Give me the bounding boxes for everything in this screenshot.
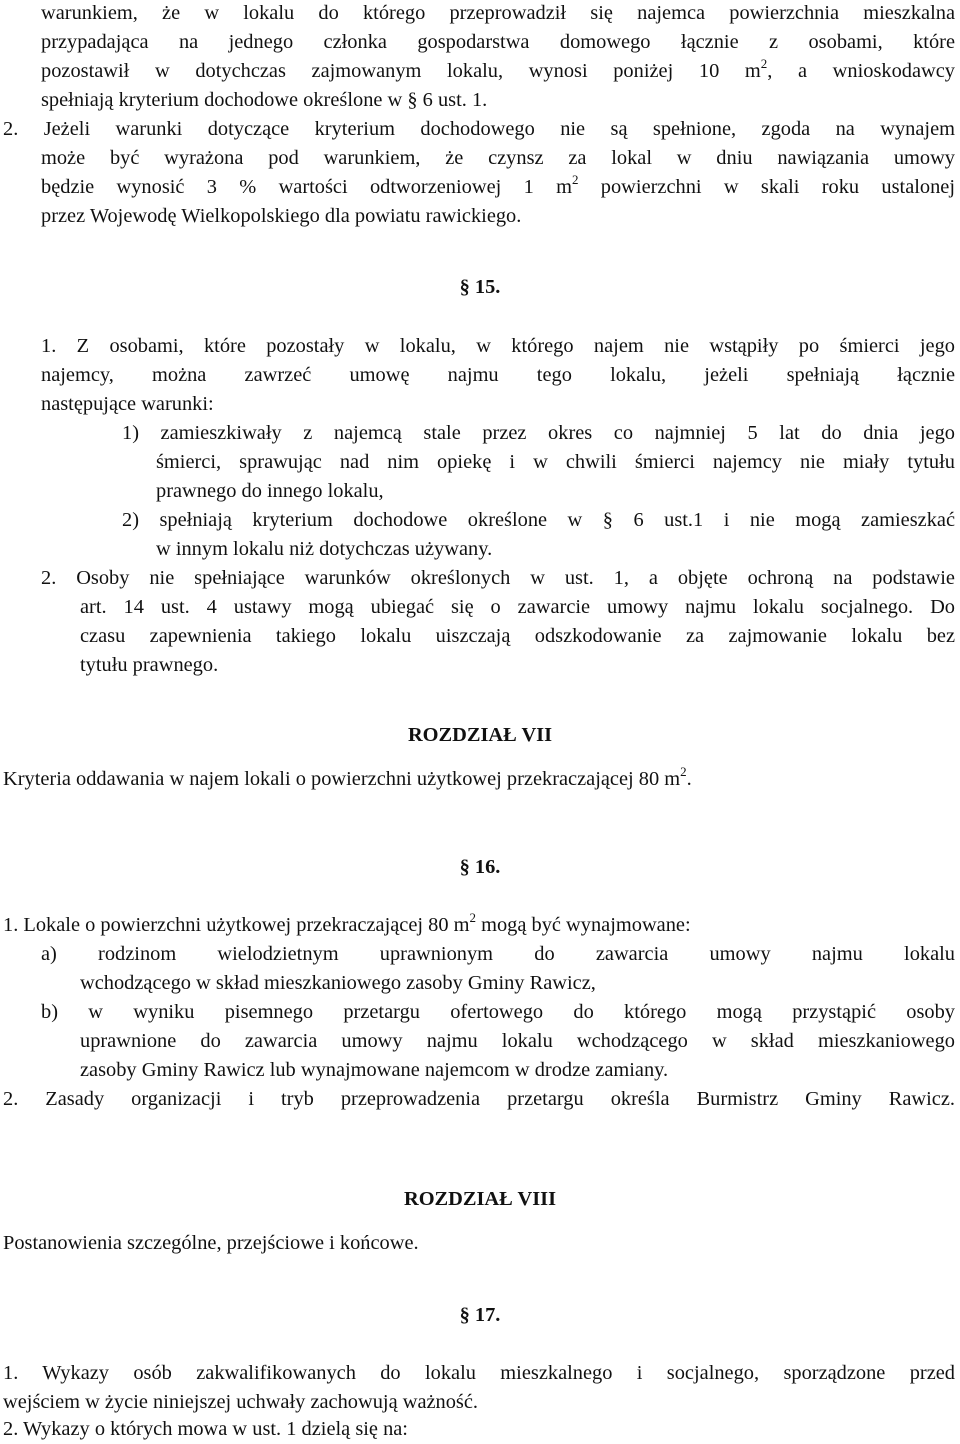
text-fragment: mogą być wynajmowane: (476, 914, 691, 936)
chapter-heading: ROZDZIAŁ VIII (403, 1188, 557, 1210)
text-line: tytułu prawnego. (80, 654, 219, 676)
text-line: wejściem w życie niniejszej uchwały zachowują ważność. (3, 1391, 479, 1413)
superscript: 2 (571, 172, 579, 187)
text-line: b) w wyniku pisemnego przetargu ofertowego do którego mogą przystąpić osoby (41, 1001, 955, 1023)
text-line: przypadająca na jednego członka gospodarstwa domowego łącznie z osobami, które (41, 31, 955, 53)
text-fragment: pozostawił w dotychczas zajmowanym lokalu, wynosi poniżej 10 m (41, 60, 761, 82)
text-fragment: . (686, 768, 692, 790)
text-line: 1. Z osobami, które pozostały w lokalu, w którego najem nie wstąpiły po śmierci jego (41, 335, 955, 357)
superscript: 2 (760, 56, 768, 71)
text-line: 2. Osoby nie spełniające warunków określonych w ust. 1, a objęte ochroną na podstawie (41, 567, 955, 589)
text-line: 2. Jeżeli warunki dotyczące kryterium dochodowego nie są spełnione, zgoda na wynajem (3, 118, 955, 140)
text-line: 1. Wykazy osób zakwalifikowanych do lokalu mieszkalnego i socjalnego, sporządzone przed (3, 1362, 955, 1384)
paragraph-heading: § 16. (459, 856, 501, 878)
text-line: śmierci, sprawując nad nim opiekę i w chwili śmierci najemcy nie miały tytułu (156, 451, 955, 473)
text-fragment: 1. Lokale o powierzchni użytkowej przekraczającej 80 m (3, 914, 470, 936)
text-line: w innym lokalu niż dotychczas używany. (156, 538, 493, 560)
paragraph-heading: § 15. (459, 276, 501, 298)
text-line (41, 173, 955, 202)
superscript: 2 (680, 764, 687, 779)
chapter-heading: ROZDZIAŁ VII (407, 724, 553, 746)
text-fragment: będzie wynosić 3 % wartości odtworzeniowej 1 m (41, 176, 572, 198)
text-line: następujące warunki: (41, 393, 214, 415)
text-line: 2) spełniają kryterium dochodowe określone w § 6 ust.1 i nie mogą zamieszkać (122, 509, 955, 531)
chapter-description (3, 765, 692, 794)
text-line: czasu zapewnienia takiego lokalu uiszczają odszkodowanie za zajmowanie lokalu bez (80, 625, 955, 647)
chapter-description: Postanowienia szczególne, przejściowe i końcowe. (3, 1232, 419, 1254)
text-fragment: , a wnioskodawcy (767, 60, 955, 82)
text-line: warunkiem, że w lokalu do którego przeprowadził się najemca powierzchnia mieszkalna (41, 2, 955, 24)
text-line: a) rodzinom wielodzietnym uprawnionym do zawarcia umowy najmu lokalu (41, 943, 955, 965)
text-line: uprawnione do zawarcia umowy najmu lokalu wchodzącego w skład mieszkaniowego (80, 1030, 955, 1052)
text-line: może być wyrażona pod warunkiem, że czynsz za lokal w dniu nawiązania umowy (41, 147, 955, 169)
text-line: spełniają kryterium dochodowe określone w § 6 ust. 1. (41, 89, 488, 111)
superscript: 2 (469, 910, 477, 925)
text-line (3, 911, 691, 940)
paragraph-heading: § 17. (459, 1304, 501, 1326)
text-fragment: powierzchni w skali roku ustalonej (578, 176, 956, 198)
text-line: zasoby Gminy Rawicz lub wynajmowane najemcom w drodze zamiany. (80, 1059, 669, 1081)
text-line: art. 14 ust. 4 ustawy mogą ubiegać się o zawarcie umowy najmu lokalu socjalnego. Do (80, 596, 955, 618)
text-line (41, 57, 955, 86)
text-line: najemcy, można zawrzeć umowę najmu tego lokalu, jeżeli spełniają łącznie (41, 364, 955, 386)
text-line: przez Wojewodę Wielkopolskiego dla powiatu rawickiego. (41, 205, 522, 227)
text-line: 2. Wykazy o których mowa w ust. 1 dzielą się na: (3, 1418, 408, 1440)
text-line: 2. Zasady organizacji i tryb przeprowadzenia przetargu określa Burmistrz Gminy Rawicz. (3, 1088, 955, 1110)
text-line: wchodzącego w skład mieszkaniowego zasoby Gminy Rawicz, (80, 972, 596, 994)
text-line: 1) zamieszkiwały z najemcą stale przez okres co najmniej 5 lat do dnia jego (122, 422, 955, 444)
text-fragment: Kryteria oddawania w najem lokali o powierzchni użytkowej przekraczającej 80 m (3, 768, 681, 790)
text-line: prawnego do innego lokalu, (156, 480, 384, 502)
